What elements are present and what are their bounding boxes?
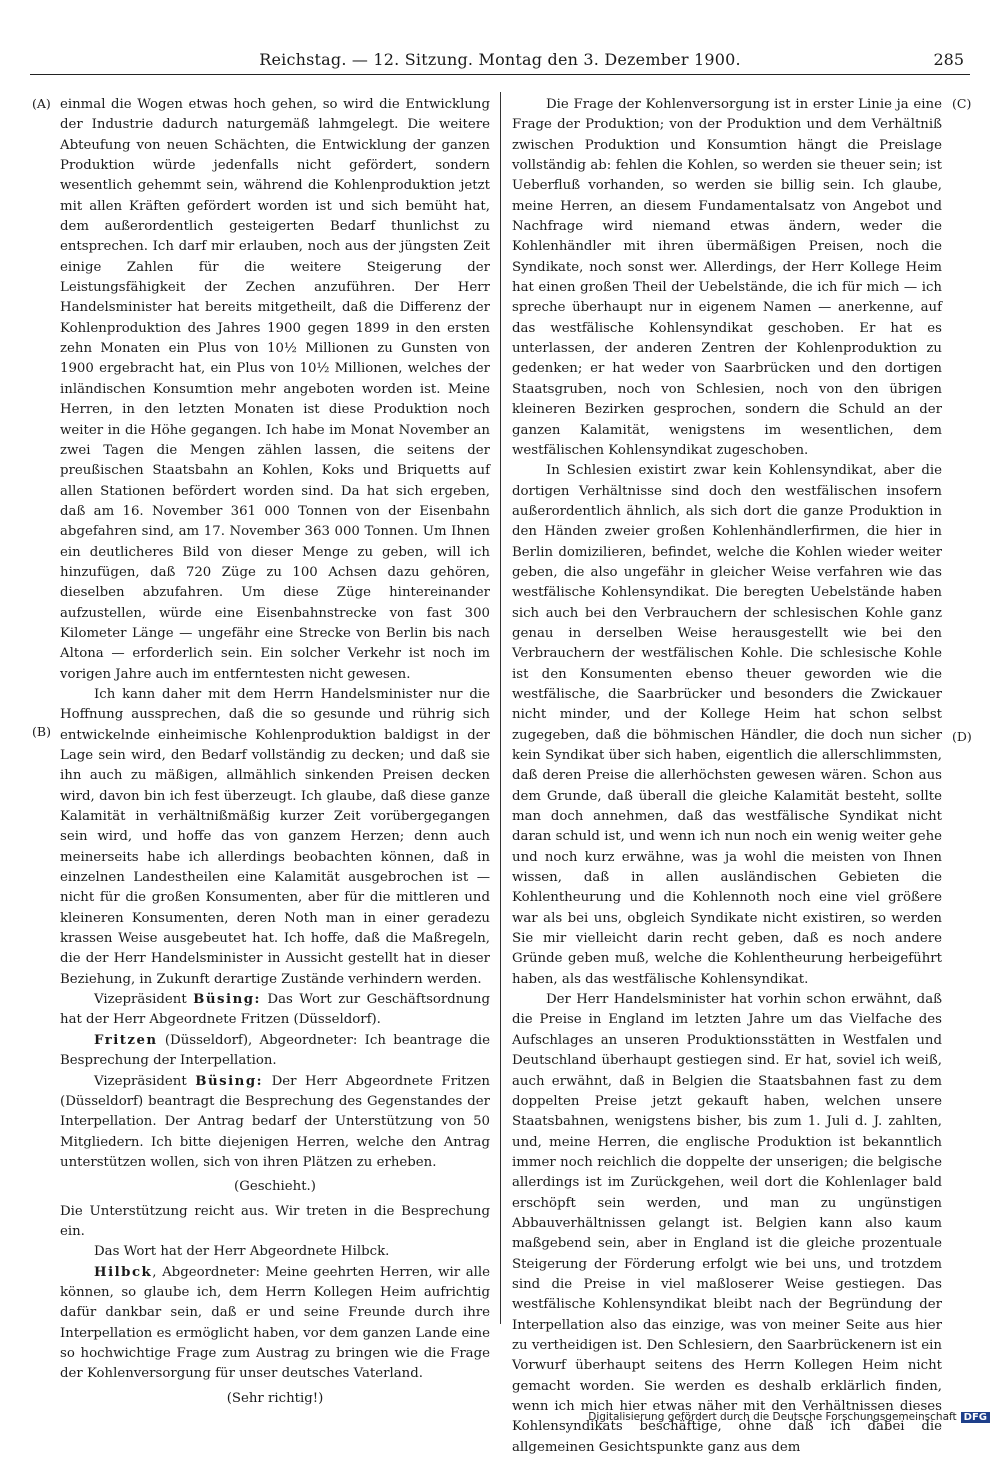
speaker-name: Hilbck [94, 1264, 153, 1280]
paragraph: Das Wort hat der Herr Abgeordnete Hilbck. [94, 1244, 390, 1260]
stage-direction: (Geschieht.) [234, 1179, 316, 1195]
paragraph: Ich kann daher mit dem Herrn Handelsminister nur die Hoffnung aussprechen, daß die so gesunde und rührig sich entwickelnde einheimische Kohlenproduktion baldigst in der Lage sein wird, den Bedarf vollständig zu decken; und daß sie ihn auch zu mäßigen, allmählich sinkenden Preisen decken wird, davon bin ich fest überzeugt. Ich glaube, daß diese ganze Kalamität in verhältnißmäßig kurzer Zeit vorübergegangen sein wird, und hoffe das von ganzem Herzen; denn auch meinerseits habe ich allerdings beobachten können, daß in einzelnen Landestheilen eine Kalamität ausgebrochen ist — nicht für die großen Konsumenten, aber für die mittleren und kleineren Konsumenten, deren Noth man in einer geradezu krassen Weise ausgebeutet hat. Ich hoffe, daß die Maßregeln, die der Herr Handelsminister in Aussicht gestellt hat in dieser Beziehung, in Zukunft derartige Zustände verhindern werden. [60, 686, 490, 987]
page-header [30, 48, 970, 75]
paragraph: Der Herr Handelsminister hat vorhin schon erwähnt, daß die Preise in England im letzten Jahre um das Vielfache des Aufschlages an unseren Produktionsstätten in Westfalen und Deutschland überhaupt gestiegen sind. Er hat, soviel ich weiß, auch erwähnt, daß in Belgien die Staatsbahnen fast zu dem doppelten Preise jetzt gekauft haben, welchen unsere Staatsbahnen, wenigstens bisher, bis zum 1. Juli d. J. zahlten, und, meine Herren, die englische Produktion ist bekanntlich immer noch reichlich die doppelte der unserigen; die belgische allerdings ist im Zurückgehen, weil dort die Kohlenlager bald erschöpft sein werden, und man zu ungünstigen Abbauverhältnissen gelangt ist. Belgien kann also kaum maßgebend sein, aber in England ist die gleiche prozentuale Steigerung der Förderung erfolgt wie bei uns, und trotzdem sind die Preise in viel maßloserer Weise gestiegen. Das westfälische Kohlensyndikat bleibt nach der Begründung der Interpellation also das einzige, was von meiner Seite aus hier zu vertheidigen ist. Den Schlesiern, den Saarbrückenern ist ein Vorwurf überhaupt seitens des Herrn Kollegen Heim nicht gemacht worden. Sie werden es deshalb erklärlich finden, wenn ich mich hier etwas näher mit den Verhältnissen dieses Kohlensyndikats beschäftige, ohne daß ich dabei die allgemeinen Gesichtspunkte ganz aus dem [512, 992, 942, 1455]
speech-text: , Abgeordneter: Meine geehrten Herren, wir alle können, so glaube ich, dem Herrn Kollegen Heim aufrichtig dafür dankbar sein, daß er und seine Freunde durch ihre Interpellation es ermöglicht haben, vor dem ganzen Lande eine so hochwichtige Frage zum Austrag zu bringen wie die Frage der Kohlenversorgung für unser deutsches Vaterland. [60, 1264, 490, 1382]
margin-marker-a: (A) [32, 96, 51, 111]
paragraph: Die Frage der Kohlenversorgung ist in erster Linie ja eine Frage der Produktion; von der Produktion und dem Verhältniß zwischen Produktion und Konsumtion hängt die Preislage vollständig ab: fehlen die Kohlen, so werden sie theuer sein; ist Ueberfluß vorhanden, so werden sie billig sein. Ich glaube, meine Herren, an diesem Fundamentalsatz von Angebot und Nachfrage wird niemand etwas ändern, weder die Kohlenhändler mit ihren übermäßigen Preisen, noch die Syndikate, noch sonst wer. Allerdings, der Herr Kollege Heim hat einen großen Theil der Uebelstände, die ich für mich — ich spreche überhaupt nur in eigenem Namen — anerkenne, auf das westfälische Kohlensyndikat geschoben. Er hat es unterlassen, der anderen Zentren der Kohlenproduktion zu gedenken; er hat weder von Saarbrücken und den dortigen Staatsgruben, noch von Schlesien, noch von den übrigen kleineren Bezirken gesprochen, sondern die Schuld an der ganzen Kalamität, wenigstens im wesentlichen, dem westfälischen Kohlensyndikat zugeschoben. [512, 97, 942, 458]
speaker-role: Vizepräsident [94, 1073, 196, 1089]
margin-marker-c: (C) [952, 96, 972, 111]
footer-text: Digitalisierung gefördert durch die Deutsche Forschungsgemeinschaft [588, 1411, 957, 1423]
footer-credit [588, 1411, 990, 1423]
paragraph: einmal die Wogen etwas hoch gehen, so wird die Entwicklung der Industrie dadurch naturgemäß lahmgelegt. Die weitere Abteufung von neuen Schächten, die Entwicklung der ganzen Produktion würde jedenfalls nicht gefördert, sondern wesentlich gehemmt sein, während die Kohlenproduktion jetzt mit allen Kräften gefördert worden ist und sich bemüht hat, dem außerordentlich gesteigerten Bedarf thunlichst zu entsprechen. Ich darf mir erlauben, noch aus der jüngsten Zeit einige Zahlen für die weitere Steigerung der Leistungsfähigkeit der Zechen anzuführen. Der Herr Handelsminister hat bereits mitgetheilt, daß die Differenz der Kohlenproduktion des Jahres 1900 gegen 1899 in den ersten zehn Monaten ein Plus von 10½ Millionen zu Gunsten von 1900 ergebracht hat, ein Plus von 10½ Millionen, welches der inländischen Konsumtion mehr angeboten worden ist. Meine Herren, in den letzten Monaten ist diese Produktion noch weiter in die Höhe gegangen. Ich habe im Monat November an zwei Tagen die Mengen zählen lassen, die seitens der preußischen Staatsbahn an Kohlen, Koks und Briquetts auf allen Stationen befördert worden sind. Da hat sich ergeben, daß am 16. November 361 000 Tonnen von der Eisenbahn abgefahren sind, am 17. November 363 000 Tonnen. Um Ihnen ein deutlicheres Bild von dieser Menge zu geben, will ich hinzufügen, daß 720 Züge zu 100 Achsen dazu gehören, dieselben abzufahren. Um diese Züge hintereinander aufzustellen, würde eine Eisenbahnstrecke von fast 300 Kilometer Länge — ungefähr eine Strecke von Berlin bis nach Altona — erforderlich sein. Ein solcher Verkehr ist noch im vorigen Jahre auch im entferntesten nicht gewesen. [60, 97, 490, 682]
margin-marker-d: (D) [952, 729, 972, 744]
dfg-logo: DFG [961, 1412, 990, 1423]
speaker-name: Büsing: [193, 992, 261, 1008]
running-title: Reichstag. — 12. Sitzung. Montag den 3. Dezember 1900. [259, 50, 741, 69]
speaker-role: Vizepräsident [94, 992, 194, 1008]
paragraph: In Schlesien existirt zwar kein Kohlensyndikat, aber die dortigen Verhältnisse sind doch den westfälischen insofern außerordentlich ähnlich, als sich dort die ganze Produktion in den Händen zweier großen Kohlenhändlerfirmen, die hier in Berlin domizilieren, befindet, welche die Kohlen wieder weiter geben, die also ungefähr in gleicher Weise verfahren wie das westfälische Kohlensyndikat. Die beregten Uebelstände haben sich auch bei den Verbrauchern der schlesischen Kohle ganz genau in derselben Weise herausgestellt wie bei den Verbrauchern der westfälischen Kohle. Die schlesische Kohle ist den Konsumenten ebenso theuer geworden wie die westfälische, die Saarbrücker und besonders die Zwickauer nicht minder, und der Kollege Heim hat schon selbst zugegeben, daß die böhmischen Händler, die doch nun sicher kein Syndikat über sich haben, eigentlich die allerschlimmsten, daß deren Preise die allerhöchsten gewesen wären. Schon aus dem Grunde, daß überall die gleiche Kalamität besteht, sollte man doch annehmen, daß das westfälische Syndikat nicht daran schuld ist, und wenn ich nun noch ein wenig weiter gehe und noch kurz erwähne, was ja wohl die meisten von Ihnen wissen, daß in allen ausländischen Gebieten die Kohlentheurung und die Kohlennoth noch eine viel größere war als bei uns, obgleich Syndikate nicht existiren, so werden Sie mir vielleicht darin recht geben, daß es noch andere Gründe geben muß, welche die Kohlentheurung herbeigeführt haben, als das westfälische Kohlensyndikat. [512, 463, 942, 987]
speaker-name: Fritzen [94, 1032, 158, 1048]
paragraph [60, 1072, 490, 1174]
paragraph [60, 1031, 490, 1072]
speech-text: Das Wort zur Geschäftsordnung hat der Herr Abgeordnete Fritzen (Düsseldorf). [60, 992, 490, 1028]
column-divider [500, 92, 501, 1324]
paragraph [60, 1263, 490, 1385]
left-column [60, 95, 490, 1413]
right-column [512, 95, 942, 1458]
paragraph: Die Unterstützung reicht aus. Wir treten in die Besprechung ein. [60, 1203, 490, 1239]
speaker-name: Büsing: [195, 1073, 264, 1089]
stage-direction: (Sehr richtig!) [226, 1390, 324, 1406]
speech-text: Der Herr Abgeordnete Fritzen (Düsseldorf) beantragt die Besprechung des Gegenstandes der Interpellation. Der Antrag bedarf der Unterstützung von 50 Mitgliedern. Ich bitte diejenigen Herren, welche den Antrag unterstützen wollen, sich von ihren Plätzen zu erheben. [60, 1073, 490, 1170]
paragraph [60, 990, 490, 1031]
speech-text: (Düsseldorf), Abgeordneter: Ich beantrage die Besprechung der Interpellation. [60, 1032, 490, 1069]
margin-marker-b: (B) [32, 724, 51, 739]
page-number: 285 [933, 50, 964, 69]
